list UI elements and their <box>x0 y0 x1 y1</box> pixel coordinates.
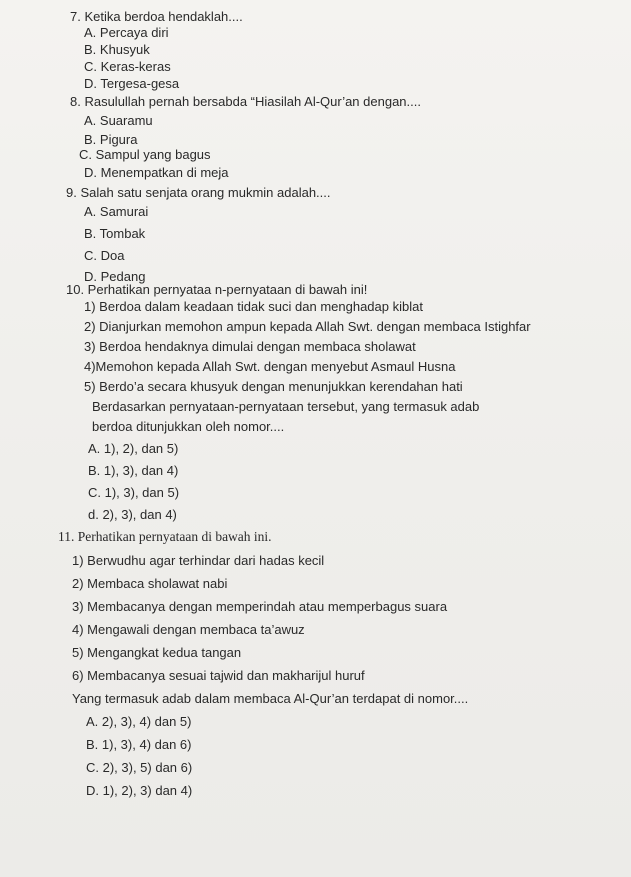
q8-question: 8. Rasulullah pernah bersabda “Hiasilah Al-Qur’an dengan.... <box>70 94 421 109</box>
q11-statement-6: 6) Membacanya sesuai tajwid dan makharijul huruf <box>72 668 365 683</box>
q10-statement-3: 3) Berdoa hendaknya dimulai dengan membaca sholawat <box>84 339 416 354</box>
q8-option-d: D. Menempatkan di meja <box>84 165 229 180</box>
q11-prompt: Yang termasuk adab dalam membaca Al-Qur’an terdapat di nomor.... <box>72 691 469 706</box>
q11-option-c: C. 2), 3), 5) dan 6) <box>86 760 193 775</box>
q10-statement-2: 2) Dianjurkan memohon ampun kepada Allah Swt. dengan membaca Istighfar <box>84 319 531 334</box>
q8-option-b: B. Pigura <box>84 132 138 147</box>
q10-prompt-line2: berdoa ditunjukkan oleh nomor.... <box>92 419 285 434</box>
q7-option-d: D. Tergesa-gesa <box>84 76 180 91</box>
q11-statement-3: 3) Membacanya dengan memperindah atau memperbagus suara <box>72 599 448 614</box>
q11-option-a: A. 2), 3), 4) dan 5) <box>86 714 192 729</box>
q10-option-b: B. 1), 3), dan 4) <box>88 463 179 478</box>
q9-option-c: C. Doa <box>84 248 125 263</box>
q10-statement-5: 5) Berdo’a secara khusyuk dengan menunjukkan kerendahan hati <box>84 379 463 394</box>
q10-option-d: d. 2), 3), dan 4) <box>88 507 177 522</box>
q7-option-b: B. Khusyuk <box>84 42 150 57</box>
q9-question: 9. Salah satu senjata orang mukmin adalah.... <box>66 185 331 200</box>
q11-statement-1: 1) Berwudhu agar terhindar dari hadas kecil <box>72 553 325 568</box>
q10-option-a: A. 1), 2), dan 5) <box>88 441 179 456</box>
q8-option-a: A. Suaramu <box>84 113 153 128</box>
q11-statement-5: 5) Mengangkat kedua tangan <box>72 645 242 660</box>
q9-option-b: B. Tombak <box>84 226 146 241</box>
q7-option-a: A. Percaya diri <box>84 25 169 40</box>
q7-question: 7. Ketika berdoa hendaklah.... <box>70 9 243 24</box>
q7-option-c: C. Keras-keras <box>84 59 171 74</box>
q10-statement-4: 4)Memohon kepada Allah Swt. dengan menyebut Asmaul Husna <box>84 359 456 374</box>
q9-option-d: D. Pedang <box>84 269 146 284</box>
q10-prompt-line1: Berdasarkan pernyataan-pernyataan tersebut, yang termasuk adab <box>92 399 480 414</box>
q8-option-c: C. Sampul yang bagus <box>79 147 211 162</box>
q11-option-d: D. 1), 2), 3) dan 4) <box>86 783 193 798</box>
q11-statement-2: 2) Membaca sholawat nabi <box>72 576 228 591</box>
q11-option-b: B. 1), 3), 4) dan 6) <box>86 737 192 752</box>
q10-statement-1: 1) Berdoa dalam keadaan tidak suci dan menghadap kiblat <box>84 299 423 314</box>
q9-option-a: A. Samurai <box>84 204 149 219</box>
q11-statement-4: 4) Mengawali dengan membaca ta’awuz <box>72 622 305 637</box>
q10-option-c: C. 1), 3), dan 5) <box>88 485 180 500</box>
q10-question: 10. Perhatikan pernyataa n-pernyataan di bawah ini! <box>66 282 368 297</box>
q11-question: 11. Perhatikan pernyataan di bawah ini. <box>58 529 272 544</box>
